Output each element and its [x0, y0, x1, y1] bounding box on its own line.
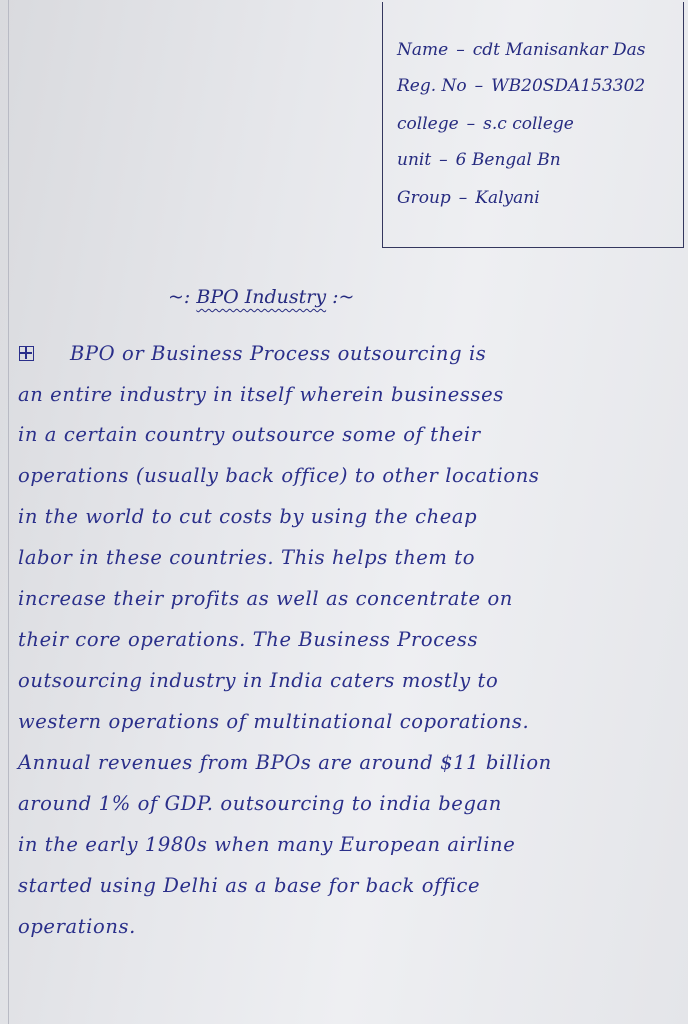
reg-label: Reg. No [397, 76, 467, 96]
reg-line: Reg. No – WB20SDA153302 [397, 76, 646, 96]
text-line: operations (usually back office) to other locations [18, 464, 540, 487]
name-label: Name [397, 40, 449, 60]
name-value: cdt Manisankar Das [472, 40, 646, 60]
title-text: BPO Industry [196, 286, 327, 308]
text-line: an entire industry in itself wherein businesses [18, 383, 504, 406]
group-value: Kalyani [475, 188, 540, 208]
title-prefix: ~: [168, 286, 191, 308]
college-label: college [397, 114, 459, 134]
student-info-box [382, 2, 684, 248]
name-line: Name – cdt Manisankar Das [397, 40, 646, 60]
text-line: operations. [18, 915, 136, 938]
group-label: Group [397, 188, 451, 208]
group-line: Group – Kalyani [397, 188, 540, 208]
text-line: outsourcing industry in India caters mostly to [18, 669, 499, 692]
bullet-box-icon [19, 346, 34, 361]
text-line: started using Delhi as a base for back office [18, 874, 481, 897]
text-line: Annual revenues from BPOs are around $11 billion [18, 751, 552, 774]
text-line: labor in these countries. This helps them to [18, 546, 476, 569]
page-title [168, 286, 354, 308]
text-line: around 1% of GDP. outsourcing to india began [18, 792, 502, 815]
college-line: college – s.c college [397, 114, 574, 134]
text-line: western operations of multinational coporations. [18, 710, 530, 733]
text-line: in the world to cut costs by using the cheap [18, 505, 478, 528]
unit-value: 6 Bengal Bn [455, 150, 561, 170]
text-line: BPO or Business Process outsourcing is [70, 342, 487, 365]
margin-line [8, 0, 9, 1024]
unit-label: unit [397, 150, 432, 170]
text-line: their core operations. The Business Process [18, 628, 479, 651]
college-value: s.c college [483, 114, 574, 134]
text-line: in a certain country outsource some of their [18, 423, 481, 446]
title-suffix: :~ [332, 286, 355, 308]
reg-value: WB20SDA153302 [491, 76, 646, 96]
text-line: increase their profits as well as concentrate on [18, 587, 513, 610]
unit-line: unit – 6 Bengal Bn [397, 150, 561, 170]
text-line: in the early 1980s when many European airline [18, 833, 516, 856]
